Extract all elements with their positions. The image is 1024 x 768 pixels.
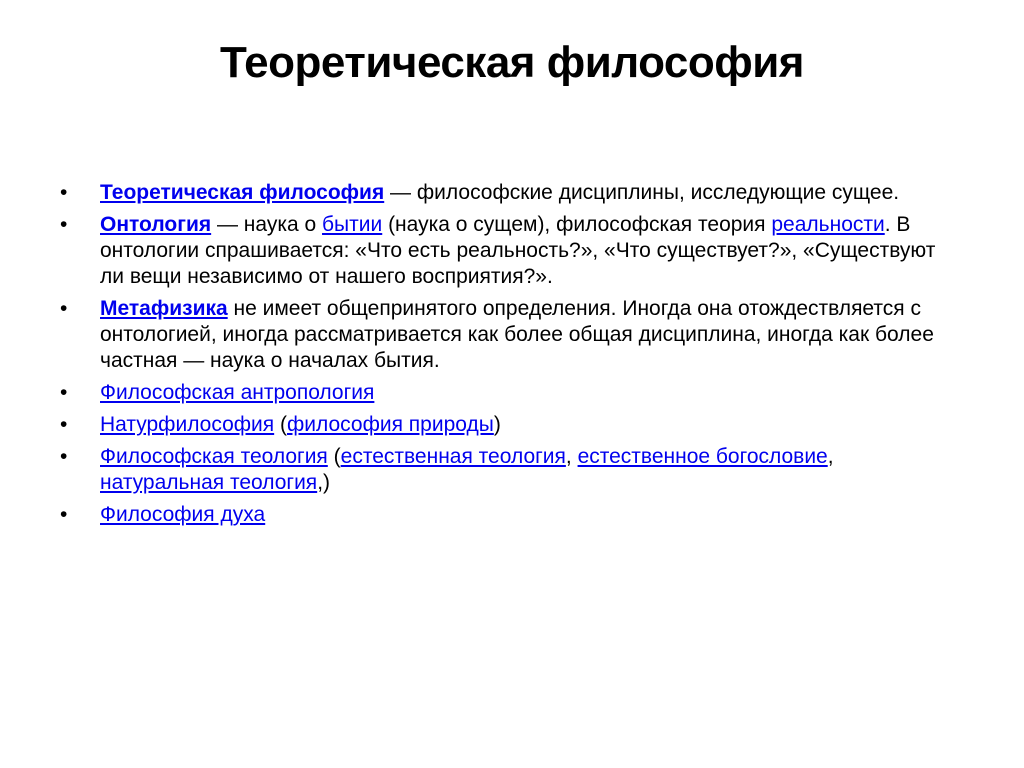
body-text: ( — [274, 413, 287, 436]
body-text: ( — [327, 445, 341, 468]
body-text: (наука о сущем), философская теория — [382, 213, 772, 236]
wiki-link[interactable]: Натурфилософия — [100, 413, 275, 436]
wiki-link[interactable]: бытии — [322, 213, 383, 236]
bullet-dot: • — [60, 181, 68, 204]
list-item — [60, 296, 940, 374]
bullet-dot: • — [60, 381, 68, 404]
wiki-link[interactable]: Философская теология — [100, 445, 328, 468]
list-item — [60, 212, 940, 290]
bullet-list — [60, 180, 940, 534]
wiki-link[interactable]: Философская антропология — [100, 381, 375, 404]
bullet-dot: • — [60, 213, 68, 236]
wiki-link[interactable]: естественная теология — [340, 445, 566, 468]
wiki-link[interactable]: Теоретическая философия — [100, 181, 385, 204]
body-text: , — [827, 445, 834, 468]
body-text: ,) — [317, 471, 331, 494]
wiki-link[interactable]: Философия духа — [100, 503, 266, 526]
body-text: — философские дисциплины, исследующие сущее. — [384, 181, 900, 204]
bullet-dot: • — [60, 445, 68, 468]
list-item — [60, 502, 940, 528]
list-item — [60, 380, 940, 406]
list-item — [60, 444, 940, 496]
wiki-link[interactable]: Метафизика — [100, 297, 228, 320]
list-item — [60, 412, 940, 438]
list-item — [60, 180, 940, 206]
body-text: ) — [493, 413, 501, 436]
body-text: , — [565, 445, 578, 468]
body-text: не имеет общепринятого определения. Иногда она отождествляется с онтологией, иногда рассматривается как более общая дисциплина, иногда как более частная — наука о началах бытия. — [100, 297, 934, 372]
wiki-link[interactable]: естественное богословие — [577, 445, 828, 468]
slide-title: Теоретическая философия — [220, 38, 804, 87]
wiki-link[interactable]: реальности — [771, 213, 885, 236]
bullet-dot: • — [60, 297, 68, 320]
wiki-link[interactable]: философия природы — [286, 413, 494, 436]
body-text: — наука о — [211, 213, 323, 236]
bullet-dot: • — [60, 503, 68, 526]
bullet-dot: • — [60, 413, 68, 436]
body-text: . В онтологии спрашивается: «Что есть реальность?», «Что существует?», «Существуют ли вещи независимо от нашего восприятия?». — [100, 213, 936, 288]
wiki-link[interactable]: натуральная теология — [100, 471, 318, 494]
wiki-link[interactable]: Онтология — [100, 213, 212, 236]
